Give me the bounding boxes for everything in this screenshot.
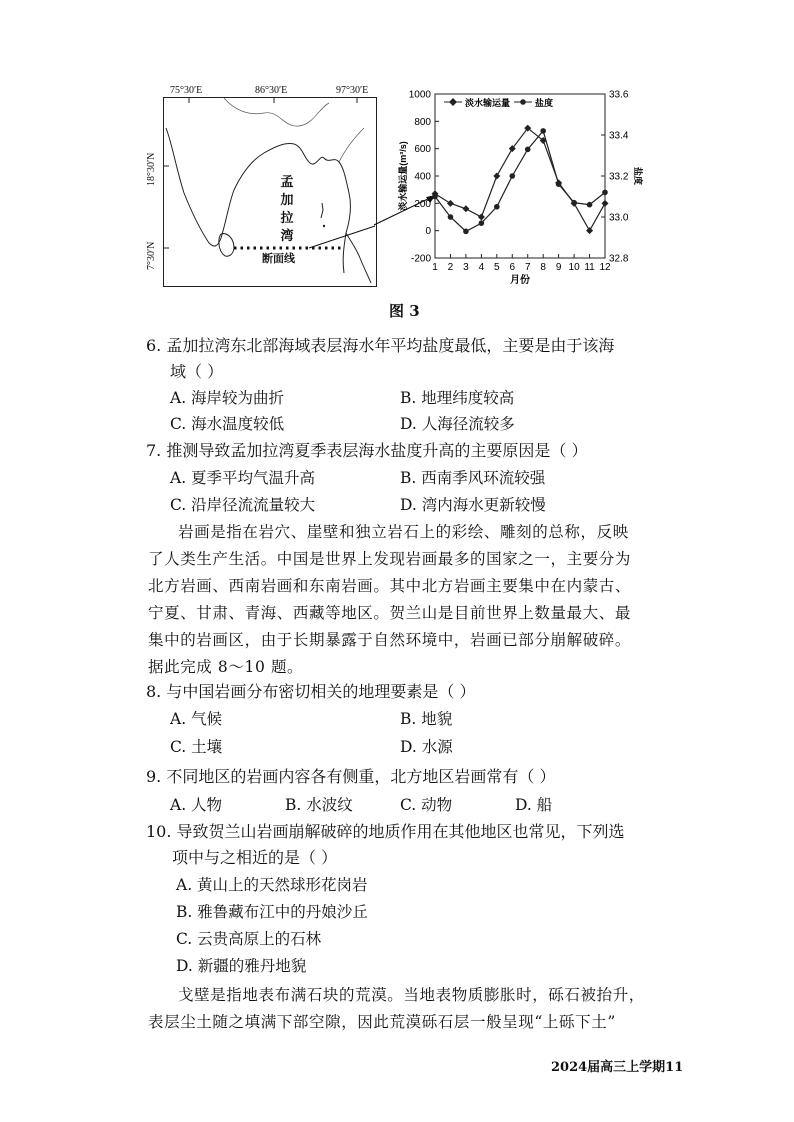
bay-label-char: 湾 — [280, 229, 294, 244]
question-7-line-1: 7. 推测导致孟加拉湾夏季表层海水盐度升高的主要原因是（ ） — [146, 441, 588, 460]
x-tick-label: 2 — [447, 262, 454, 273]
passage-1-line-3: 北方岩画、西南岩画和东南岩画。其中北方岩画主要集中在内蒙古、 — [148, 577, 632, 595]
question-9-option-b[interactable]: B. 水波纹 — [285, 796, 353, 814]
question-8-option-b[interactable]: B. 地貌 — [400, 710, 453, 728]
data-point-salinity — [602, 190, 608, 196]
question-7-option-a[interactable]: A. 夏季平均气温升高 — [170, 469, 316, 487]
passage-1-line-5: 集中的岩画区，由于长期暴露于自然环境中，岩画已部分崩解破碎。 — [148, 631, 632, 649]
legend-marker-salinity — [520, 99, 526, 105]
x-tick-label: 10 — [568, 262, 580, 273]
y-right-tick-label: 33.6 — [609, 89, 629, 101]
question-8-option-a[interactable]: A. 气候 — [170, 710, 223, 728]
question-10-line-2: 项中与之相近的是（ ） — [172, 848, 338, 867]
x-tick-label: 9 — [555, 262, 562, 273]
question-6-option-d[interactable]: D. 人海径流较多 — [400, 415, 515, 433]
question-10-option-d[interactable]: D. 新疆的雅丹地貌 — [176, 957, 307, 975]
x-tick-label: 5 — [494, 262, 500, 273]
data-point-salinity — [525, 147, 531, 153]
data-point-salinity — [448, 214, 454, 220]
y-right-tick-label: 32.8 — [609, 253, 629, 265]
x-axis-label: 月份 — [510, 275, 530, 286]
passage-1-line-4: 宁夏、甘肃、青海、西藏等地区。贺兰山是目前世界上数量最大、最 — [148, 604, 632, 622]
y-right-tick-label: 33.4 — [609, 130, 629, 142]
y-left-tick-label: 400 — [414, 171, 431, 183]
bay-label-char: 孟 — [280, 175, 294, 190]
passage-1-line-1: 岩画是指在岩穴、崖壁和独立岩石上的彩绘、雕刻的总称，反映 — [178, 523, 629, 541]
passage-1-line-6: 据此完成 8～10 题。 — [148, 658, 304, 676]
question-9-option-c[interactable]: C. 动物 — [400, 796, 453, 814]
y-right-tick-label: 33.0 — [609, 212, 629, 224]
y-left-axis-label: 淡水输运量(m³/s) — [398, 141, 408, 211]
y-right-axis-label: 盐度 — [633, 166, 643, 186]
data-point-freshwater — [447, 200, 454, 207]
question-6-line-1: 6. 孟加拉湾东北部海域表层海水年平均盐度最低，主要是由于该海 — [146, 336, 615, 355]
passage-2-line-2: 表层尘土随之填满下部空隙，因此荒漠砾石层一般呈现“上砾下土” — [148, 1013, 616, 1031]
passage-2-line-1: 戈壁是指地表布满石块的荒漠。当地表物质膨胀时，砾石被抬升， — [178, 986, 645, 1004]
question-8-option-d[interactable]: D. 水源 — [400, 738, 453, 756]
y-left-tick-label: 600 — [414, 144, 431, 156]
bay-of-bengal-map — [163, 97, 377, 287]
question-7-option-b[interactable]: B. 西南季风环流较强 — [400, 469, 546, 487]
data-point-freshwater — [586, 227, 593, 234]
page-footer: 2024届高三上学期11 — [551, 1060, 684, 1075]
data-point-freshwater — [493, 173, 500, 180]
question-6-option-a[interactable]: A. 海岸较为曲折 — [170, 389, 285, 407]
y-left-tick-label: 1000 — [408, 89, 431, 101]
data-point-salinity — [494, 204, 500, 210]
question-8-line-1: 8. 与中国岩画分布密切相关的地理要素是（ ） — [146, 682, 476, 701]
map-lat-label-2: 7°30′N — [146, 241, 157, 270]
legend-marker-freshwater — [449, 98, 457, 106]
data-point-salinity — [556, 181, 562, 187]
bay-label-char: 拉 — [280, 211, 294, 226]
x-tick-label: 4 — [478, 262, 485, 273]
question-10-option-a[interactable]: A. 黄山上的天然球形花岗岩 — [176, 876, 368, 894]
x-tick-label: 12 — [599, 262, 611, 273]
data-point-salinity — [571, 200, 577, 206]
bay-label-char: 加 — [280, 193, 294, 208]
y-right-tick-label: 33.2 — [609, 171, 629, 183]
question-10-option-c[interactable]: C. 云贵高原上的石林 — [176, 930, 322, 948]
question-10-option-b[interactable]: B. 雅鲁藏布江中的丹娘沙丘 — [176, 903, 368, 921]
x-tick-label: 7 — [524, 262, 531, 273]
question-6-option-b[interactable]: B. 地理纬度较高 — [400, 389, 515, 407]
series-line-salinity — [435, 131, 605, 231]
data-point-salinity — [463, 229, 469, 235]
question-9-option-a[interactable]: A. 人物 — [170, 796, 223, 814]
data-point-salinity — [587, 202, 593, 208]
question-6-option-c[interactable]: C. 海水温度较低 — [170, 415, 285, 433]
legend-label-freshwater: 淡水输运量 — [465, 98, 511, 108]
figure-caption: 图 3 — [389, 302, 420, 320]
data-point-salinity — [479, 220, 485, 226]
section-line-label: 断面线 — [262, 252, 295, 265]
map-lon-label-2: 86°30′E — [255, 85, 288, 96]
map-lon-label-1: 75°30′E — [170, 85, 203, 96]
data-point-salinity — [540, 128, 546, 134]
x-tick-label: 3 — [463, 262, 469, 273]
map-lon-label-3: 97°30′E — [336, 85, 369, 96]
data-point-freshwater — [462, 205, 469, 212]
question-7-option-d[interactable]: D. 湾内海水更新较慢 — [400, 496, 546, 514]
bay-label — [280, 174, 294, 246]
plot-frame — [435, 94, 605, 258]
x-tick-label: 1 — [432, 262, 438, 273]
map-lat-label-1: 18°30′N — [146, 152, 157, 186]
passage-1-line-2: 了人类生产生活。中国是世界上发现岩画最多的国家之一，主要分为 — [148, 550, 632, 568]
question-10-line-1: 10. 导致贺兰山岩画崩解破碎的地质作用在其他地区也常见，下列选 — [146, 822, 625, 841]
series-line-freshwater — [435, 128, 605, 231]
question-8-option-c[interactable]: C. 土壤 — [170, 738, 223, 756]
question-9-option-d[interactable]: D. 船 — [515, 796, 553, 814]
x-tick-label: 11 — [584, 262, 595, 273]
y-left-tick-label: -200 — [410, 253, 431, 265]
data-point-freshwater — [478, 214, 485, 221]
question-7-option-c[interactable]: C. 沿岸径流流量较大 — [170, 496, 316, 514]
data-point-salinity — [509, 173, 515, 179]
legend-label-salinity: 盐度 — [535, 98, 554, 108]
y-left-tick-label: 200 — [414, 198, 431, 210]
question-6-line-2: 域（ ） — [170, 362, 224, 381]
y-left-tick-label: 800 — [414, 116, 431, 128]
data-point-salinity — [432, 194, 438, 200]
y-left-tick-label: 0 — [425, 226, 431, 238]
x-tick-label: 6 — [509, 262, 516, 273]
question-9-line-1: 9. 不同地区的岩画内容各有侧重，北方地区岩画常有（ ） — [146, 767, 556, 786]
x-tick-label: 8 — [540, 262, 546, 273]
freshwater-salinity-chart — [390, 82, 643, 292]
data-point-freshwater — [602, 200, 609, 207]
